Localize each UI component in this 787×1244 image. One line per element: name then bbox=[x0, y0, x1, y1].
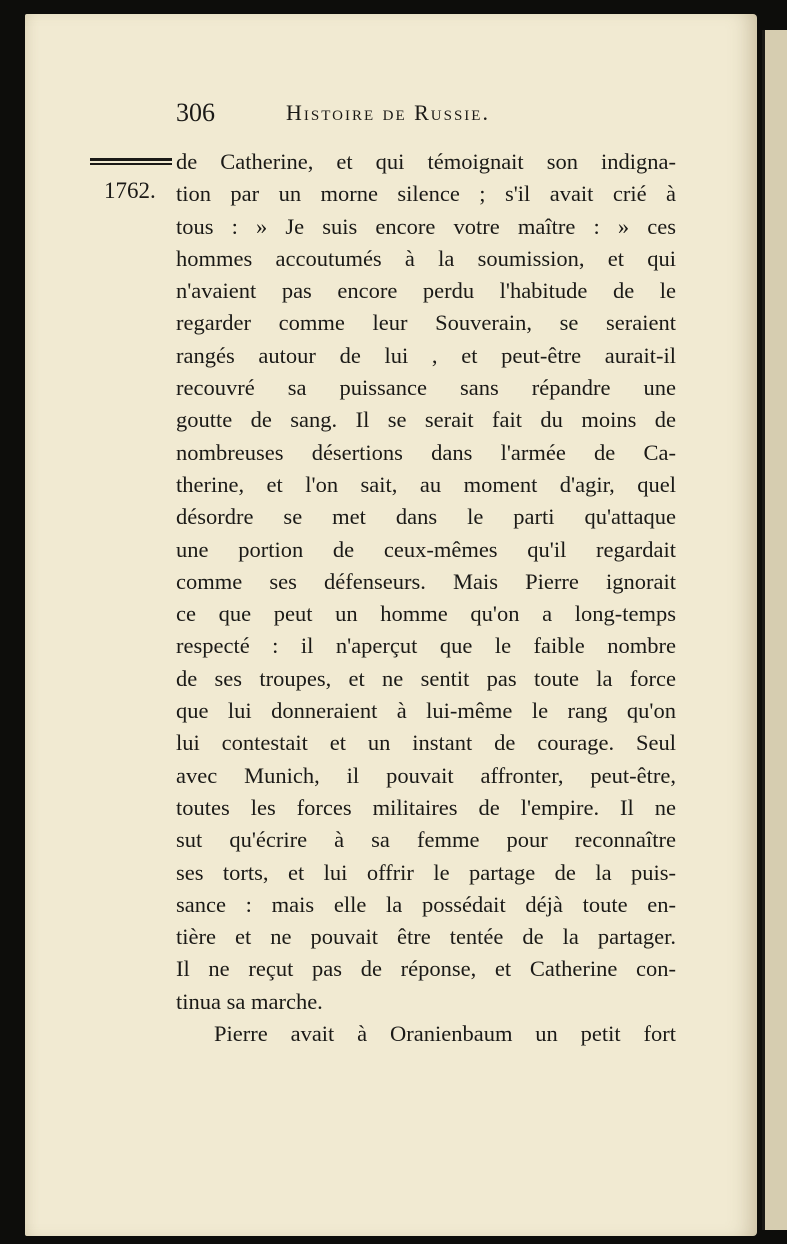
text-line: regarder comme leur Souverain, se seraient bbox=[176, 310, 676, 336]
text-line: sut qu'écrire à sa femme pour reconnaître bbox=[176, 827, 676, 853]
text-line: tière et ne pouvait être tentée de la partager. bbox=[176, 924, 676, 950]
text-line: lui contestait et un instant de courage. Seul bbox=[176, 730, 676, 756]
text-line: de Catherine, et qui témoignait son indigna- bbox=[176, 149, 676, 174]
text-line: therine, et l'on sait, au moment d'agir, quel bbox=[176, 471, 676, 497]
body-text bbox=[176, 146, 676, 1050]
adjacent-page-edge bbox=[762, 30, 787, 1230]
paragraph-start-line: Pierre avait à Oranienbaum un petit fort bbox=[214, 1021, 676, 1047]
margin-year: 1762. bbox=[104, 178, 156, 203]
text-line: toutes les forces militaires de l'empire. Il ne bbox=[176, 794, 676, 820]
text-line: comme ses défenseurs. Mais Pierre ignorait bbox=[176, 568, 676, 594]
text-line: ce que peut un homme qu'on a long-temps bbox=[176, 601, 676, 627]
paragraph-end-line: tinua sa marche. bbox=[176, 988, 323, 1014]
text-line: recouvré sa puissance sans répandre une bbox=[176, 375, 676, 401]
text-line: une portion de ceux-mêmes qu'il regardait bbox=[176, 536, 676, 562]
text-line: sance : mais elle la possédait déjà toute en- bbox=[176, 891, 676, 917]
text-line: rangés autour de lui , et peut-être aurait-il bbox=[176, 342, 676, 368]
running-title: Histoire de Russie. bbox=[286, 100, 490, 125]
text-line: n'avaient pas encore perdu l'habitude de le bbox=[176, 278, 676, 304]
running-header bbox=[176, 98, 576, 138]
text-line: nombreuses désertions dans l'armée de Ca- bbox=[176, 439, 676, 465]
text-line: désordre se met dans le parti qu'attaque bbox=[176, 504, 676, 530]
margin-rule bbox=[90, 158, 172, 166]
text-line: que lui donneraient à lui-même le rang qu'on bbox=[176, 698, 676, 724]
text-line: avec Munich, il pouvait affronter, peut-être, bbox=[176, 762, 676, 788]
text-line: Il ne reçut pas de réponse, et Catherine con- bbox=[176, 956, 676, 982]
text-line: goutte de sang. Il se serait fait du moins de bbox=[176, 407, 676, 433]
text-line: tion par un morne silence ; s'il avait crié à bbox=[176, 181, 676, 207]
text-line: hommes accoutumés à la soumission, et qui bbox=[176, 245, 676, 271]
text-line: de ses troupes, et ne sentit pas toute la force bbox=[176, 665, 676, 691]
page-number: 306 bbox=[176, 98, 215, 127]
text-line: ses torts, et lui offrir le partage de la puis- bbox=[176, 859, 676, 885]
text-line: tous : » Je suis encore votre maître : » ces bbox=[176, 213, 676, 239]
text-line: respecté : il n'aperçut que le faible nombre bbox=[176, 633, 676, 659]
